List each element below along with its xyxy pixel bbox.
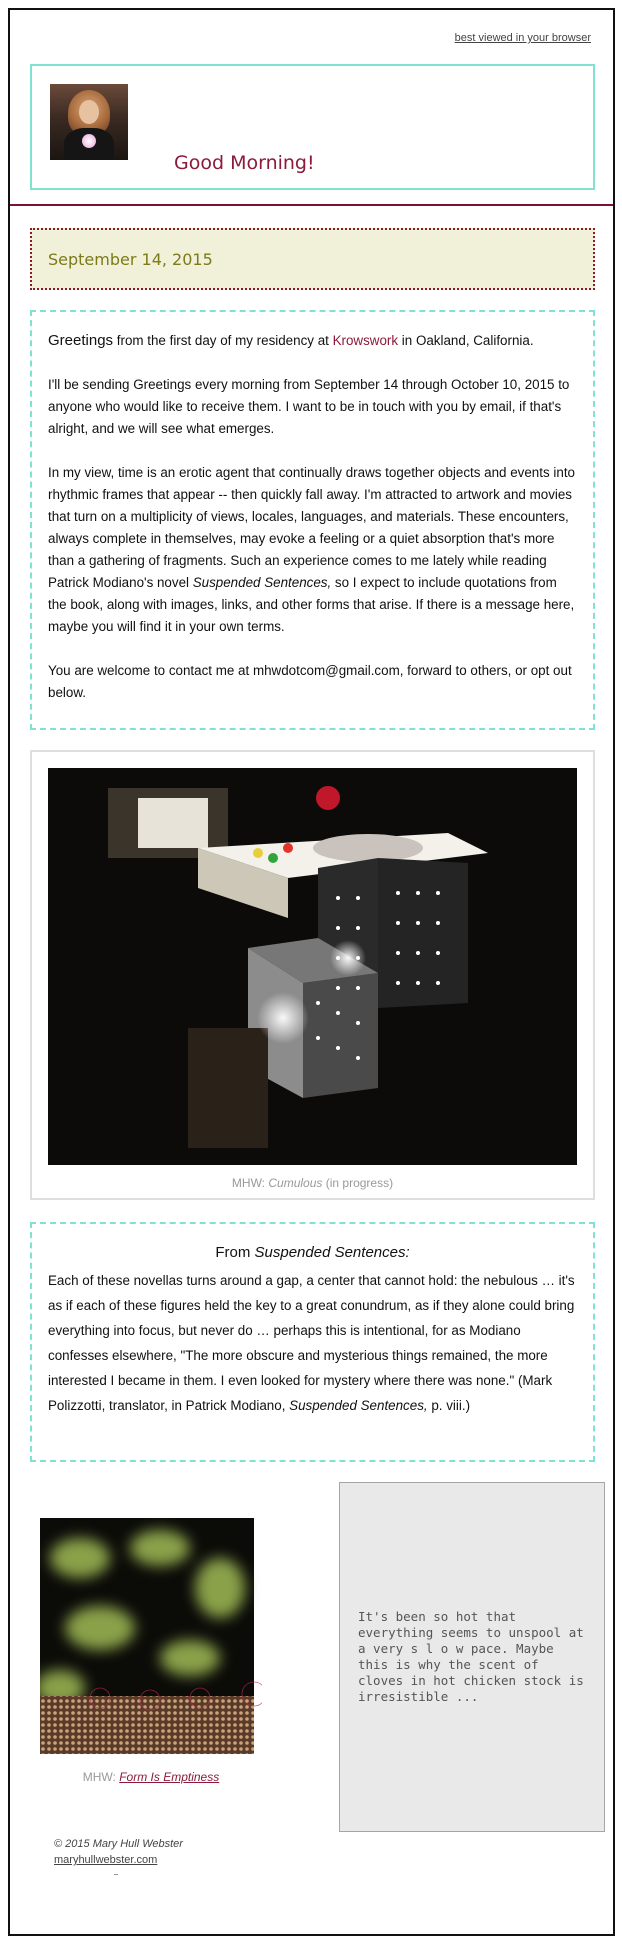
cumulous-artwork-image <box>48 768 577 1165</box>
date-text: September 14, 2015 <box>48 250 213 269</box>
art-caption: MHW: Form Is Emptiness <box>82 1770 220 1784</box>
form-is-emptiness-image[interactable] <box>40 1518 262 1760</box>
form-is-emptiness-link[interactable]: Form Is Emptiness <box>119 1770 220 1784</box>
quote-section <box>30 1222 595 1462</box>
intro-paragraph-4: You are welcome to contact me at mhwdotcom@gmail.com, forward to others, or opt out below. <box>48 663 572 700</box>
website-link[interactable]: maryhullwebster.com <box>54 1854 158 1866</box>
footer-mark <box>114 1874 118 1875</box>
view-in-browser-link[interactable]: best viewed in your browser <box>454 32 591 44</box>
quote-title: From Suspended Sentences: <box>215 1244 410 1261</box>
email-frame <box>8 8 615 1936</box>
page-title: Good Morning! <box>174 152 315 174</box>
divider <box>10 204 613 206</box>
krowswork-link[interactable]: Krowswork <box>332 333 399 348</box>
quote-body: Each of these novellas turns around a gap, a center that cannot hold: the nebulous … it's as if each of these figures held the key to a great conundrum, as if they alone could bring everything into focus, but never do … perhaps this is intentional, for as Modiano confesses elsewhere, "The more obscure and mysterious things remained, the more interested I became in them. I even looked for mystery where there was none." (Mark Polizzotti, translator, in Patrick Modiano, Suspended Sentences, p. viii.) <box>48 1273 575 1413</box>
intro-section <box>30 310 595 730</box>
intro-paragraph-2: I'll be sending Greetings every morning from September 14 through October 10, 2015 to anyone who would like to receive them. I want to be in touch with you by email, if that's alright, and we will see what emerges. <box>48 377 570 436</box>
intro-paragraph-1: Greetings from the first day of my residency at Krowswork in Oakland, California. <box>48 332 534 349</box>
intro-paragraph-3: In my view, time is an erotic agent that continually draws together objects and events into rhythmic frames that appear -- then quickly fall away. I'm attracted to artwork and movies that turn on a multiplicity of views, locales, languages, and materials. These encounters, always complete in themselves, may evoke a feeling or a quiet absorption that's more than a gathering of fragments. Such an experience comes to me lately while reading Patrick Modiano's novel Suspended Sentences, so I expect to include quotations from the book, along with images, links, and other forms that arise. If there is a message here, maybe you will find it in your own terms. <box>48 465 575 634</box>
copyright: © 2015 Mary Hull Webster <box>54 1838 183 1850</box>
photo-caption: MHW: Cumulous (in progress) <box>231 1176 394 1190</box>
side-note-text: It's been so hot that everything seems to unspool at a very s l o w pace. Maybe this is why the scent of cloves in hot chicken stock is irresistible ... <box>358 1609 584 1704</box>
side-note-box <box>339 1482 605 1832</box>
header-box <box>30 64 595 190</box>
greetings-word: Greetings <box>48 332 114 349</box>
cumulous-photo <box>48 768 577 1165</box>
avatar <box>50 84 128 160</box>
photo-section <box>30 750 595 1200</box>
date-banner <box>30 228 595 290</box>
